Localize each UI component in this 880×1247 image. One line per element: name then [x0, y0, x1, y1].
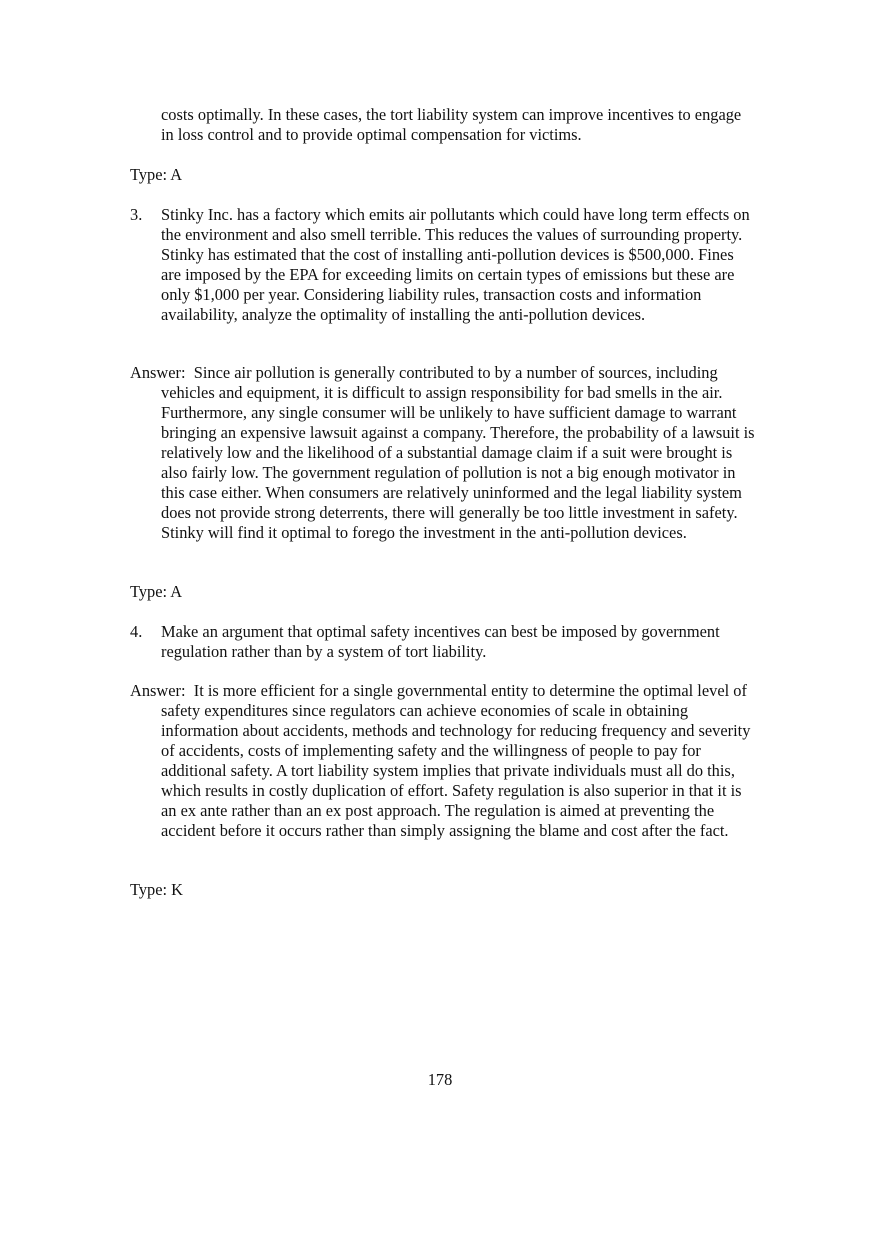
- continuation-text: costs optimally. In these cases, the tort liability system can improve incentives to engage in loss control and to provide optimal compensation for victims.: [161, 105, 742, 144]
- answer-3-label: Answer:: [130, 363, 186, 382]
- answer-4: [130, 681, 755, 841]
- type-label-2: [130, 582, 755, 602]
- answer-3: [130, 363, 755, 543]
- question-4-number: 4.: [130, 622, 143, 641]
- type-label-1: [130, 165, 755, 185]
- answer-4-text: It is more efficient for a single governmental entity to determine the optimal level of safety expenditures since regulators can achieve economies of scale in obtaining information about accidents, methods and technology for reducing frequency and severity of accidents, costs of implementing safety and the willingness of people to pay for additional safety. A tort liability system implies that private individuals must all do this, which results in costly duplication of effort. Safety regulation is also superior in that it is an ex ante rather than an ex post approach. The regulation is aimed at preventing the accident before it occurs rather than simply assigning the blame and cost after the fact.: [161, 681, 751, 840]
- question-4: [130, 622, 755, 662]
- question-3-number: 3.: [130, 205, 143, 224]
- answer-3-text: Since air pollution is generally contributed to by a number of sources, including vehicles and equipment, it is difficult to assign responsibility for bad smells in the air. Furthermore, any single consumer will be unlikely to have sufficient damage to warrant bringing an expensive lawsuit against a company. Therefore, the probability of a lawsuit is relatively low and the likelihood of a substantial damage claim if a suit were brought is also fairly low. The government regulation of pollution is not a big enough motivator in this case either. When consumers are relatively uninformed and the legal liability system does not provide strong deterrents, there will generally be too little investment in safety. Stinky will find it optimal to forego the investment in the anti-pollution devices.: [161, 363, 755, 542]
- answer-4-label: Answer:: [130, 681, 186, 700]
- type-text-2: Type: A: [130, 582, 183, 601]
- type-text-1: Type: A: [130, 165, 183, 184]
- type-label-3: [130, 880, 755, 900]
- question-3-text: Stinky Inc. has a factory which emits air pollutants which could have long term effects on the environment and also smell terrible. This reduces the values of surrounding property. Stinky has estimated that the cost of installing anti-pollution devices is $500,000. Fines are imposed by the EPA for exceeding limits on certain types of emissions but these are only $1,000 per year. Considering liability rules, transaction costs and information availability, analyze the optimality of installing the anti-pollution devices.: [161, 205, 750, 324]
- question-4-text: Make an argument that optimal safety incentives can best be imposed by government regulation rather than by a system of tort liability.: [161, 622, 720, 661]
- continuation-paragraph: [130, 105, 755, 145]
- type-text-3: Type: K: [130, 880, 184, 899]
- page-number: 178: [427, 1070, 453, 1089]
- question-3: [130, 205, 755, 325]
